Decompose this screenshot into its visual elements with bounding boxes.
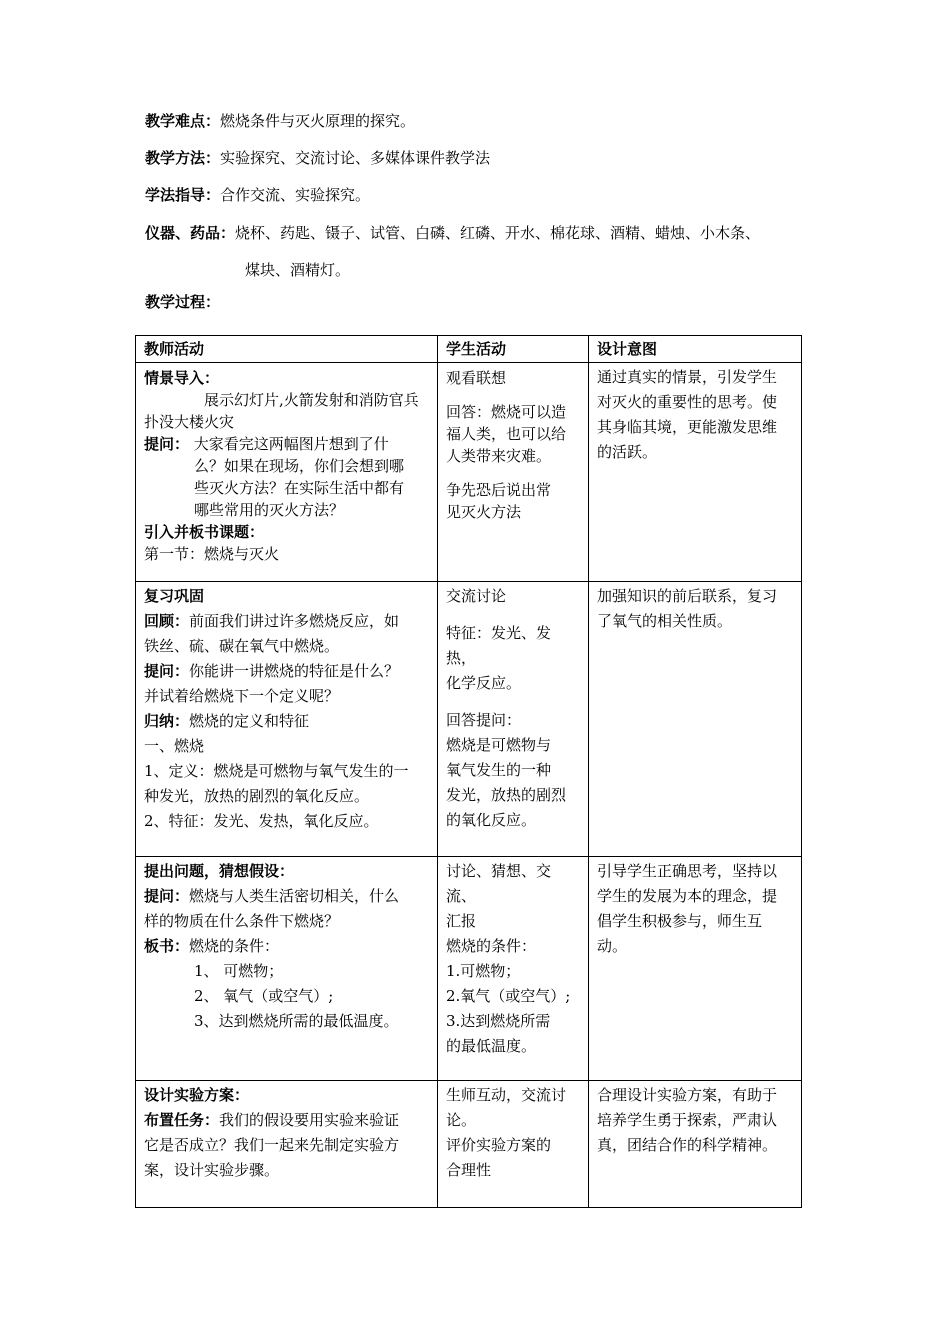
lesson-plan-table <box>135 335 802 1208</box>
teacher-text: 么？如果在现场，你们会想到哪 <box>194 457 405 475</box>
design-text: 其身临其境，更能激发思维 <box>597 418 778 436</box>
teacher-text: 1、定义：燃烧是可燃物与氧气发生的一 <box>144 762 409 780</box>
question-label: 提问： <box>144 662 190 680</box>
difficulty-line <box>145 110 415 131</box>
teacher-text: 案，设计实验步骤。 <box>144 1161 280 1179</box>
teacher-text: 展示幻灯片,火箭发射和消防官兵 <box>204 391 419 409</box>
student-text: 争先恐后说出常 <box>446 481 552 499</box>
teacher-task <box>144 1108 429 1133</box>
student-text: 讨论、猜想、交流、 <box>446 862 552 905</box>
method-label: 教学方法： <box>145 149 221 167</box>
student-text: 2.氧气（或空气）; <box>446 987 571 1005</box>
table-row <box>136 363 802 582</box>
student-cell <box>438 363 589 582</box>
design-text: 加强知识的前后联系，复习 <box>597 587 778 605</box>
header-design: 设计意图 <box>589 336 802 363</box>
student-text: 人类带来灾难。 <box>446 447 552 465</box>
student-text: 观看联想 <box>446 369 507 387</box>
difficulty-text: 燃烧条件与灭火原理的探究。 <box>220 112 416 130</box>
table-header-row <box>136 336 802 363</box>
teacher-review <box>144 609 429 634</box>
condition-item: 3、达到燃烧所需的最低温度。 <box>194 1012 399 1030</box>
summary-label: 归纳： <box>144 712 190 730</box>
guide-line <box>145 184 370 205</box>
board-label: 板书： <box>144 937 190 955</box>
design-cell <box>589 582 802 857</box>
teacher-text: 哪些常用的灭火方法？ <box>194 501 345 519</box>
design-text: 合理设计实验方案，有助于 <box>597 1086 778 1104</box>
teacher-text: 燃烧与人类生活密切相关，什么 <box>189 887 400 905</box>
student-text: 福人类，也可以给 <box>446 425 567 443</box>
design-text: 学生的发展为本的理念，提 <box>597 887 778 905</box>
student-text: 燃烧是可燃物与 <box>446 736 552 754</box>
equip-text-1: 烧杯、药匙、镊子、试管、白磷、红磷、开水、棉花球、酒精、蜡烛、小木条、 <box>235 224 761 242</box>
design-cell <box>589 857 802 1081</box>
teacher-cell <box>136 363 438 582</box>
process-label: 教学过程： <box>145 293 221 311</box>
student-text: 评价实验方案的 <box>446 1136 552 1154</box>
student-text: 论。 <box>446 1111 477 1129</box>
student-cell <box>438 1081 589 1208</box>
teacher-summary <box>144 709 429 734</box>
table-row <box>136 582 802 857</box>
student-text: 汇报 <box>446 912 477 930</box>
row-title: 提出问题，猜想假设： <box>144 862 295 880</box>
teacher-cell <box>136 857 438 1081</box>
header-student: 学生活动 <box>438 336 589 363</box>
student-cell <box>438 857 589 1081</box>
question-label: 提问： <box>144 887 190 905</box>
student-text: 燃烧的条件： <box>446 937 537 955</box>
teacher-cell <box>136 582 438 857</box>
student-text: 氧气发生的一种 <box>446 761 552 779</box>
task-label: 布置任务： <box>144 1111 220 1129</box>
design-text: 对灭火的重要性的思考。使 <box>597 393 778 411</box>
row-title: 复习巩固 <box>144 587 205 605</box>
design-text: 培养学生勇于探索，严肃认 <box>597 1111 778 1129</box>
design-cell <box>589 363 802 582</box>
design-text: 通过真实的情景，引发学生 <box>597 368 778 386</box>
method-text: 实验探究、交流讨论、多媒体课件教学法 <box>220 149 491 167</box>
header-teacher: 教师活动 <box>136 336 438 363</box>
guide-text: 合作交流、实验探究。 <box>220 186 371 204</box>
student-cell <box>438 582 589 857</box>
question-label: 提问： <box>144 435 190 453</box>
section-title: 第一节：燃烧与灭火 <box>144 545 280 563</box>
condition-item: 2、 氧气（或空气）; <box>194 987 334 1005</box>
design-text: 倡学生积极参与，师生互 <box>597 912 763 930</box>
table-row <box>136 857 802 1081</box>
design-text: 真，团结合作的科学精神。 <box>597 1136 778 1154</box>
intro-label: 引入并板书课题： <box>144 523 265 541</box>
teacher-text: 燃烧的条件： <box>189 937 280 955</box>
design-text: 动。 <box>597 937 628 955</box>
teacher-question <box>144 659 429 684</box>
guide-label: 学法指导： <box>145 186 221 204</box>
student-text: 合理性 <box>446 1161 492 1179</box>
student-text: 1.可燃物； <box>446 962 521 980</box>
design-text: 引导学生正确思考，坚持以 <box>597 862 778 880</box>
equip-line <box>145 222 760 243</box>
difficulty-label: 教学难点： <box>145 112 221 130</box>
student-text: 的最低温度。 <box>446 1037 537 1055</box>
teacher-text: 铁丝、硫、碳在氧气中燃烧。 <box>144 637 340 655</box>
student-text: 化学反应。 <box>446 674 522 692</box>
student-text: 的氧化反应。 <box>446 811 537 829</box>
student-text: 回答：燃烧可以造 <box>446 403 567 421</box>
row-title: 情景导入： <box>144 369 220 387</box>
equip-label: 仪器、药品： <box>145 224 236 242</box>
teacher-question <box>144 884 429 909</box>
teacher-text: 它是否成立？我们一起来先制定实验方 <box>144 1136 400 1154</box>
teacher-question <box>144 433 429 455</box>
row-title: 设计实验方案： <box>144 1086 250 1104</box>
teacher-text: 大家看完这两幅图片想到了什 <box>193 435 389 453</box>
design-cell <box>589 1081 802 1208</box>
teacher-text: 些灭火方法？在实际生活中都有 <box>194 479 405 497</box>
teacher-text: 样的物质在什么条件下燃烧？ <box>144 912 340 930</box>
teacher-text: 并试着给燃烧下一个定义呢？ <box>144 687 340 705</box>
student-text: 交流讨论 <box>446 587 507 605</box>
review-label: 回顾： <box>144 612 190 630</box>
student-text: 见灭火方法 <box>446 503 522 521</box>
teacher-board <box>144 934 429 959</box>
teacher-cell <box>136 1081 438 1208</box>
condition-item: 1、 可燃物； <box>194 962 284 980</box>
student-text: 回答提问： <box>446 711 522 729</box>
teacher-text: 扑没大楼火灾 <box>144 413 235 431</box>
teacher-text: 我们的假设要用实验来验证 <box>219 1111 400 1129</box>
teacher-text: 一、燃烧 <box>144 737 205 755</box>
teacher-text: 种发光，放热的剧烈的氧化反应。 <box>144 787 370 805</box>
teacher-text: 燃烧的定义和特征 <box>189 712 310 730</box>
design-text: 了氧气的相关性质。 <box>597 612 733 630</box>
student-text: 发光，放热的剧烈 <box>446 786 567 804</box>
teacher-text: 2、特征：发光、发热，氧化反应。 <box>144 812 379 830</box>
teacher-text: 前面我们讲过许多燃烧反应，如 <box>189 612 400 630</box>
method-line <box>145 147 490 168</box>
student-text: 特征：发光、发热， <box>446 624 552 667</box>
equip-line-2: 煤块、酒精灯。 <box>245 261 351 279</box>
table-row <box>136 1081 802 1208</box>
student-text: 生师互动，交流讨 <box>446 1086 567 1104</box>
teacher-text: 你能讲一讲燃烧的特征是什么？ <box>189 662 400 680</box>
design-text: 的活跃。 <box>597 443 658 461</box>
student-text: 3.达到燃烧所需 <box>446 1012 551 1030</box>
